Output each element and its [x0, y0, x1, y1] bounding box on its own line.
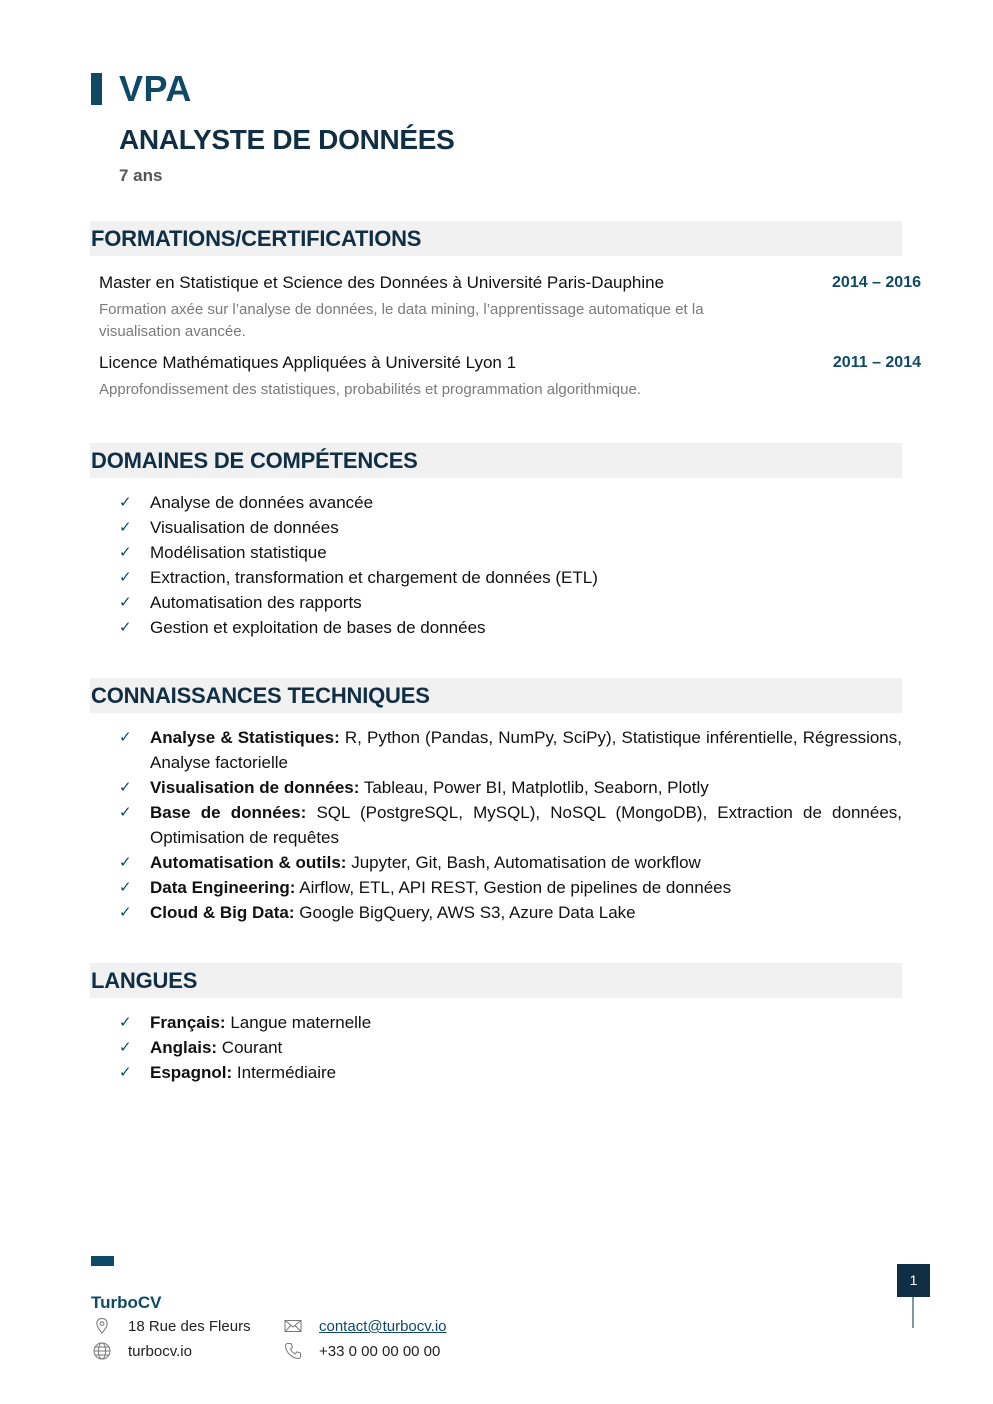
- years-of-experience: 7 ans: [119, 166, 163, 185]
- page-number: 1: [897, 1264, 930, 1297]
- list-item: [119, 875, 902, 900]
- item-value: Google BigQuery, AWS S3, Azure Data Lake: [299, 903, 636, 922]
- list-item: [119, 850, 902, 875]
- education-item: [99, 272, 921, 344]
- check-icon: ✓: [119, 594, 132, 611]
- item-label: Espagnol:: [150, 1063, 233, 1082]
- item-value: R, Python (Pandas, NumPy, SciPy), Statistique inférentielle, Régressions, Analyse factorielle: [150, 728, 902, 772]
- item-label: Cloud & Big Data:: [150, 903, 295, 922]
- page-number-line: [912, 1297, 914, 1328]
- list-item: ✓ Extraction, transformation et chargement de données (ETL): [119, 565, 902, 590]
- item-value: Airflow, ETL, API REST, Gestion de pipelines de données: [299, 878, 732, 897]
- education-dates: 2011 – 2014: [832, 354, 921, 371]
- list-item: ✓ Automatisation des rapports: [119, 590, 902, 615]
- check-icon: ✓: [119, 904, 132, 921]
- check-icon: ✓: [119, 569, 132, 586]
- item-value: Langue maternelle: [230, 1013, 372, 1032]
- candidate-name: VPA: [119, 68, 192, 109]
- check-icon: ✓: [119, 1014, 132, 1031]
- technical-list: [119, 725, 902, 925]
- skills-section-title: DOMAINES DE COMPÉTENCES: [91, 448, 418, 473]
- check-icon: ✓: [119, 544, 132, 561]
- education-section-title: FORMATIONS/CERTIFICATIONS: [91, 226, 422, 251]
- footer-address: 18 Rue des Fleurs: [128, 1318, 251, 1335]
- skills-section-header: [90, 443, 902, 478]
- list-item: [119, 800, 902, 850]
- job-title: ANALYSTE DE DONNÉES: [119, 124, 455, 155]
- education-degree: Licence Mathématiques Appliquées à Université Lyon 1: [99, 353, 517, 372]
- languages-section-header: [90, 963, 902, 998]
- item-label: Analyse & Statistiques:: [150, 728, 340, 747]
- item-label: Visualisation de données:: [150, 778, 360, 797]
- item-label: Base de données:: [150, 803, 307, 822]
- list-item: [119, 775, 902, 800]
- technical-section-title: CONNAISSANCES TECHNIQUES: [91, 683, 430, 708]
- item-value: SQL (PostgreSQL, MySQL), NoSQL (MongoDB), Extraction de données, Optimisation de requêtes: [150, 803, 902, 847]
- footer-email-link[interactable]: contact@turbocv.io: [319, 1318, 447, 1335]
- item-label: Data Engineering:: [150, 878, 296, 897]
- languages-section-title: LANGUES: [91, 968, 198, 993]
- list-item: [119, 725, 902, 775]
- list-item: ✓ Visualisation de données: [119, 515, 902, 540]
- check-icon: ✓: [119, 494, 132, 511]
- education-description: Formation axée sur l’analyse de données, le data mining, l’apprentissage automatique et la visualisation avancée.: [99, 301, 704, 340]
- item-value: Tableau, Power BI, Matplotlib, Seaborn, Plotly: [363, 778, 709, 797]
- list-item: [119, 1010, 902, 1035]
- check-icon: ✓: [119, 729, 132, 746]
- item-value: Jupyter, Git, Bash, Automatisation de workflow: [351, 853, 701, 872]
- list-item: [119, 900, 902, 925]
- globe-icon: [92, 1341, 112, 1361]
- item-value: Courant: [221, 1038, 283, 1057]
- skills-list: [119, 490, 902, 640]
- education-degree: Master en Statistique et Science des Données à Université Paris-Dauphine: [99, 273, 665, 292]
- item-value: Intermédiaire: [236, 1063, 337, 1082]
- list-item: ✓ Analyse de données avancée: [119, 490, 902, 515]
- check-icon: ✓: [119, 879, 132, 896]
- check-icon: ✓: [119, 804, 132, 821]
- languages-list: [119, 1010, 902, 1085]
- item-label: Français:: [150, 1013, 226, 1032]
- list-item: ✓ Modélisation statistique: [119, 540, 902, 565]
- list-item: [119, 1035, 902, 1060]
- check-icon: ✓: [119, 519, 132, 536]
- envelope-icon: [283, 1316, 303, 1336]
- check-icon: ✓: [119, 1064, 132, 1081]
- check-icon: ✓: [119, 854, 132, 871]
- check-icon: ✓: [119, 1039, 132, 1056]
- list-item: ✓ Gestion et exploitation de bases de données: [119, 615, 902, 640]
- location-pin-icon: [92, 1316, 112, 1336]
- item-label: Automatisation & outils:: [150, 853, 347, 872]
- footer-brand: TurboCV: [91, 1293, 162, 1312]
- footer-website: turbocv.io: [128, 1343, 192, 1360]
- check-icon: ✓: [119, 779, 132, 796]
- item-label: Anglais:: [150, 1038, 218, 1057]
- footer-accent-bar: [91, 1256, 114, 1266]
- education-description: Approfondissement des statistiques, probabilités et programmation algorithmique.: [99, 381, 641, 398]
- education-dates: 2014 – 2016: [832, 274, 921, 291]
- technical-section-header: [90, 678, 902, 713]
- header-accent-bar: [91, 73, 102, 105]
- check-icon: ✓: [119, 619, 132, 636]
- list-item: [119, 1060, 902, 1085]
- footer-phone: +33 0 00 00 00 00: [319, 1343, 441, 1360]
- education-item: [99, 352, 921, 402]
- education-section-header: [90, 221, 902, 256]
- phone-icon: [283, 1341, 303, 1361]
